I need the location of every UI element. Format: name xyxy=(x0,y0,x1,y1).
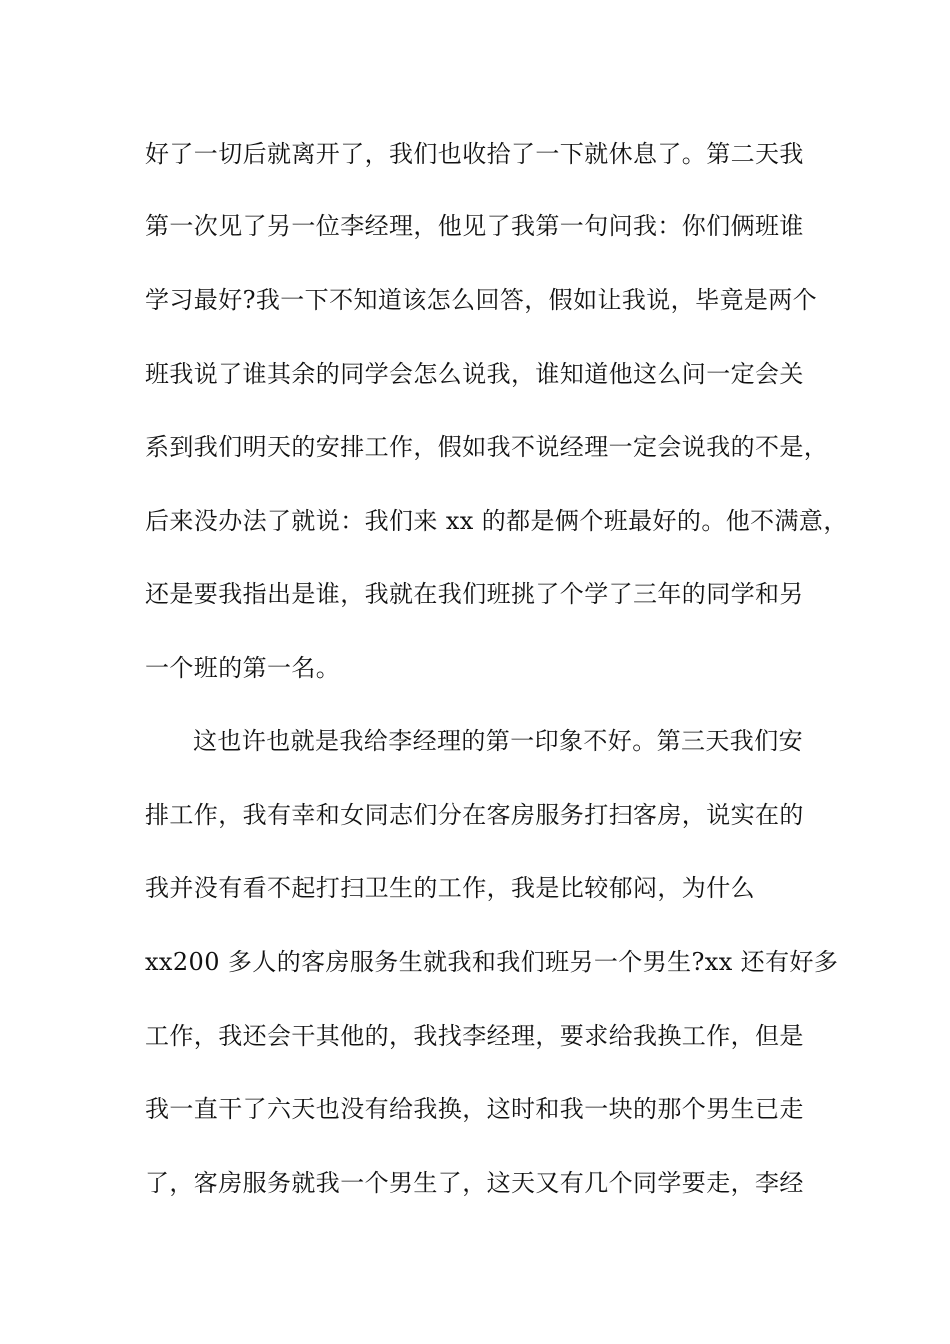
text-line: 班我说了谁其余的同学会怎么说我，谁知道他这么问一定会关 xyxy=(145,360,804,388)
text-line: 后来没办法了就说：我们来 xx 的都是俩个班最好的。他不满意， xyxy=(145,507,848,535)
text-line: 我一直干了六天也没有给我换，这时和我一块的那个男生已走 xyxy=(145,1095,804,1123)
text-line: 我并没有看不起打扫卫生的工作，我是比较郁闷，为什么 xyxy=(145,874,755,902)
text-line: 第一次见了另一位李经理，他见了我第一句问我：你们俩班谁 xyxy=(145,212,804,240)
text-line: xx200 多人的客房服务生就我和我们班另一个男生?xx 还有好多 xyxy=(145,948,839,976)
text-line: 排工作，我有幸和女同志们分在客房服务打扫客房，说实在的 xyxy=(145,801,804,829)
text-line: 还是要我指出是谁，我就在我们班挑了个学了三年的同学和另 xyxy=(145,580,804,608)
text-line: 系到我们明天的安排工作，假如我不说经理一定会说我的不是， xyxy=(145,433,829,461)
paragraph-first-line: 这也许也就是我给李经理的第一印象不好。第三天我们安 xyxy=(193,727,803,755)
text-line: 了，客房服务就我一个男生了，这天又有几个同学要走，李经 xyxy=(145,1169,804,1197)
text-line: 好了一切后就离开了，我们也收拾了一下就休息了。第二天我 xyxy=(145,140,804,168)
text-line: 一个班的第一名。 xyxy=(145,654,341,682)
text-line: 学习最好?我一下不知道该怎么回答，假如让我说，毕竟是两个 xyxy=(145,286,818,314)
text-line: 工作，我还会干其他的，我找李经理，要求给我换工作，但是 xyxy=(145,1022,804,1050)
